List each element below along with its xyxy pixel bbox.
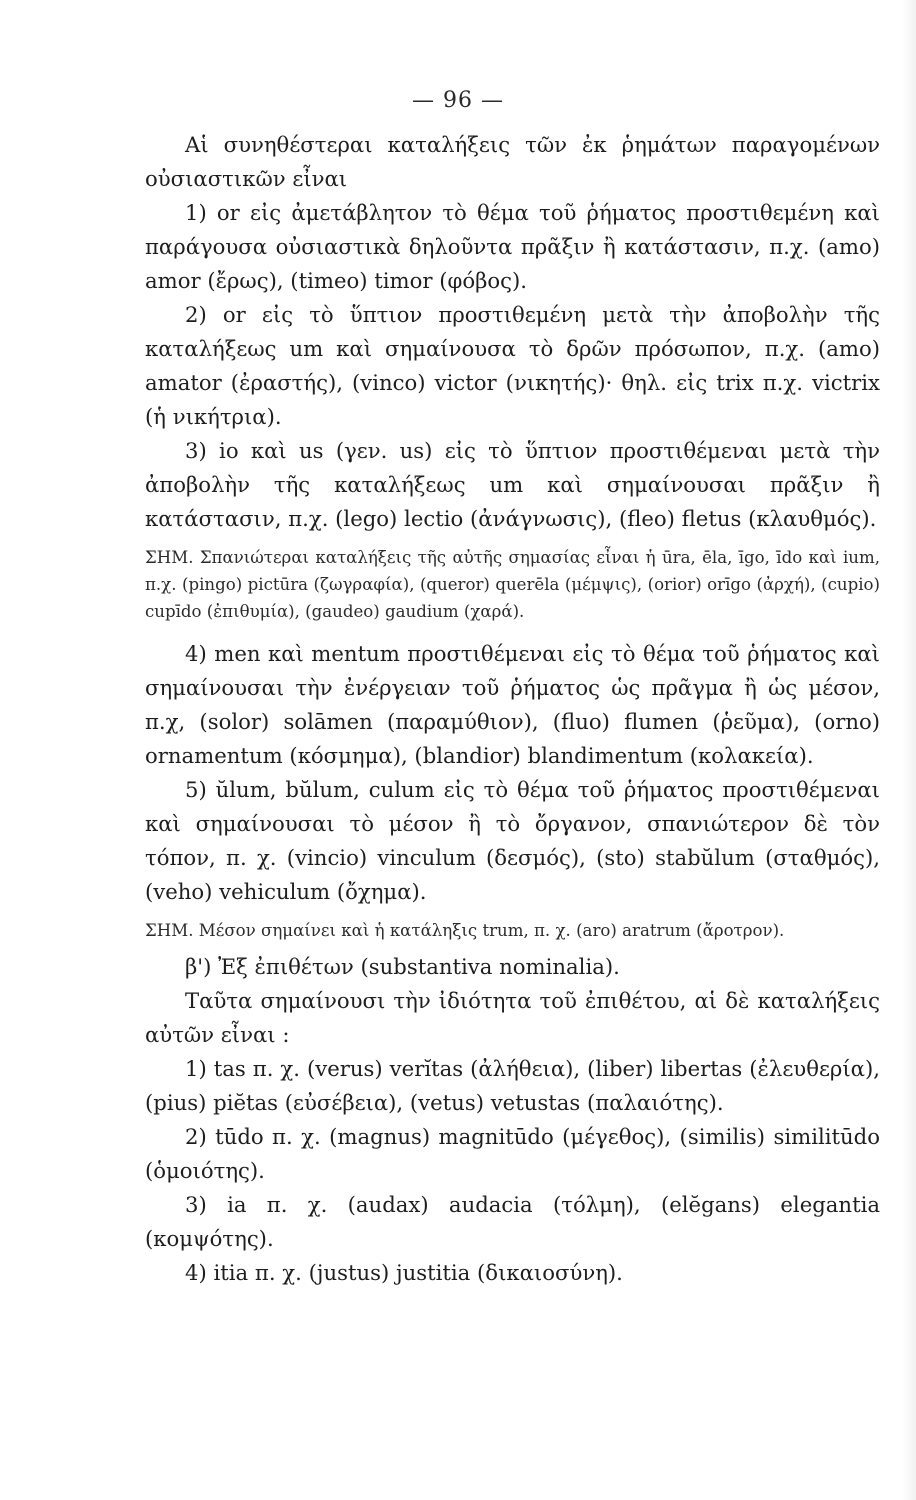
section-b-item-4: 4) itia π. χ. (justus) justitia (δικαιοσύνη). [185,1260,623,1285]
section-b-item-3: 3) ia π. χ. (audax) audacia (τόλμη), (elĕgans) elegantia (κομψότης). [145,1192,880,1251]
page-edge-shadow [902,0,916,1500]
page-number: — 96 — [412,88,504,113]
note-paragraph-2: ΣΗΜ. Μέσον σημαίνει καὶ ἡ κατάληξις trum, π. χ. (aro) aratrum (ἄροτρον). [145,921,785,940]
list-item-1: 1) or εἰς ἀμετάβλητον τὸ θέμα τοῦ ῥήματος προστιθεμένη καὶ παράγουσα οὐσιαστικὰ δηλοῦντα πρᾶξιν ἢ κατάστασιν, π.χ. (amo) amor (ἔρως), (timeo) timor (φόβος). [145,200,880,293]
section-b-heading: β') Ἐξ ἐπιθέτων (substantiva nominalia). [185,954,620,979]
list-item-2: 2) or εἰς τὸ ὕπτιον προστιθεμένη μετὰ τὴν ἀποβολὴν τῆς καταλήξεως um καὶ σημαίνουσα τὸ δρῶν πρόσωπον, π.χ. (amo) amator (ἐραστής), (vinco) victor (νικητής)· θηλ. εἰς trix π.χ. victrix (ἡ νικήτρια). [145,302,880,429]
page-body [145,128,880,1290]
list-item-5: 5) ŭlum, bŭlum, culum εἰς τὸ θέμα τοῦ ῥήματος προστιθέμεναι καὶ σημαίνουσαι τὸ μέσον ἢ τὸ ὄργανον, σπανιώτερον δὲ τὸν τόπον, π. χ. (vincio) vinculum (δεσμός), (sto) stabŭlum (σταθμός), (veho) vehiculum (ὄχημα). [145,777,880,904]
note-paragraph-1: ΣΗΜ. Σπανιώτεραι καταλήξεις τῆς αὐτῆς σημασίας εἶναι ἡ ūra, ēla, īgo, īdo καὶ ium, π.χ. (pingo) pictūra (ζωγραφία), (queror) querēla (μέμψις), (orior) orīgo (ἀρχή), (cupio) cupīdo (ἐπιθυμία), (gaudeo) gaudium (χαρά). [145,548,880,621]
section-b-item-2: 2) tūdo π. χ. (magnus) magnitūdo (μέγεθος), (similis) similitūdo (ὁμοιότης). [145,1124,880,1183]
section-b-intro: Ταῦτα σημαίνουσι τὴν ἰδιότητα τοῦ ἐπιθέτου, αἱ δὲ καταλήξεις αὐτῶν εἶναι : [145,988,880,1047]
list-item-4: 4) men καὶ mentum προστιθέμεναι εἰς τὸ θέμα τοῦ ῥήματος καὶ σημαίνουσαι τὴν ἐνέργειαν τοῦ ῥήματος ὡς πρᾶγμα ἢ ὡς μέσον, π.χ, (solor) solāmen (παραμύθιον), (fluo) flumen (ῥεῦμα), (orno) ornamentum (κόσμημα), (blandior) blandimentum (κολακεία). [145,641,880,768]
section-b-item-1: 1) tas π. χ. (verus) verĭtas (ἀλήθεια), (liber) libertas (ἐλευθερία), (pius) piĕtas (εὐσέβεια), (vetus) vetustas (παλαιότης). [145,1056,880,1115]
list-item-3: 3) io καὶ us (γεν. us) εἰς τὸ ὕπτιον προστιθέμεναι μετὰ τὴν ἀποβολὴν τῆς καταλήξεως um καὶ σημαίνουσαι πρᾶξιν ἢ κατάστασιν, π.χ. (lego) lectio (ἀνάγνωσις), (fleo) fletus (κλαυθμός). [145,438,880,531]
intro-paragraph: Αἱ συνηθέστεραι καταλήξεις τῶν ἐκ ῥημάτων παραγομένων οὐσιαστικῶν εἶναι [145,132,880,191]
